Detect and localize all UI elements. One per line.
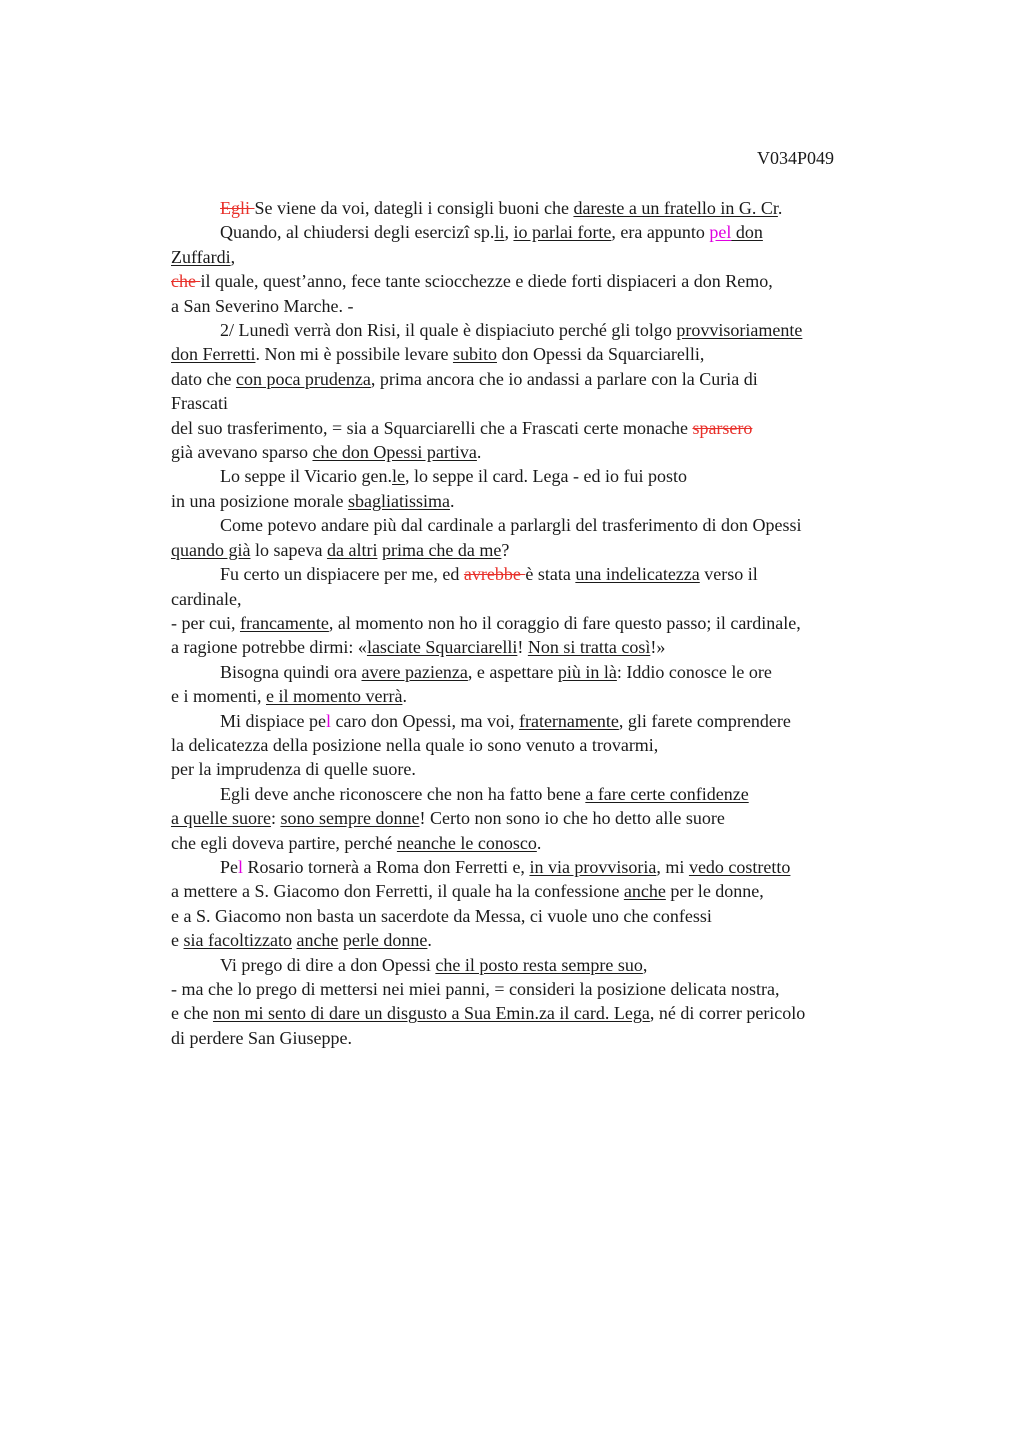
underlined-text: da altri (326, 539, 378, 560)
text-run: 2/ Lunedì verrà don Risi, il quale è dispiaciuto perché gli tolgo (220, 320, 677, 341)
underlined-text: le (392, 466, 406, 487)
text-run: la delicatezza della posizione nella quale io sono venuto a trovarmi, (171, 734, 659, 755)
underlined-text: anche (623, 881, 666, 902)
underlined-text: perle donne (342, 930, 428, 951)
text-run: Rosario tornerà a Roma don Ferretti e, (243, 856, 530, 877)
text-line (171, 1026, 911, 1050)
text-line (171, 220, 911, 244)
text-run: , era appunto (611, 222, 710, 243)
text-run: e i momenti, (171, 686, 266, 707)
text-line (171, 1001, 911, 1025)
text-run: . (476, 442, 482, 463)
text-run: : Iddio conosce le ore (616, 661, 772, 682)
text-line (171, 611, 911, 635)
text-line (171, 977, 911, 1001)
text-run: . (402, 686, 407, 707)
underlined-text: li (494, 222, 505, 243)
text-run: Lo seppe il Vicario gen. (220, 466, 393, 487)
text-line (171, 489, 911, 513)
deleted-text: avrebbe (463, 564, 526, 585)
deleted-text: Egli (220, 198, 255, 218)
underlined-text: che don Opessi partiva (312, 442, 477, 463)
text-line (171, 806, 911, 830)
underlined-text: a quelle suore (171, 808, 271, 829)
text-run: , né di correr pericolo (649, 1003, 806, 1024)
text-run: e a S. Giacomo non basta un sacerdote da Messa, ci vuole uno che confessi (171, 905, 712, 926)
text-run: per le donne, (665, 881, 764, 902)
text-run: verso il (699, 564, 758, 585)
text-line (171, 464, 911, 488)
text-line (171, 562, 911, 586)
text-line (171, 831, 911, 855)
text-run: lo sapeva (250, 539, 327, 560)
document-reference-code: V034P049 (757, 148, 835, 168)
text-run: , (504, 222, 514, 243)
text-run: - ma che lo prego di mettersi nei miei panni, = consideri la posizione delicata nostra, (171, 979, 780, 999)
letter-body (171, 196, 911, 1050)
text-line (171, 318, 911, 342)
text-run: dato che (171, 368, 236, 389)
text-run: . (536, 832, 542, 853)
underlined-text: neanche le conosco (396, 832, 537, 853)
text-run: che egli doveva partire, perché (171, 832, 397, 853)
text-run: , mi (656, 856, 689, 877)
text-run: don Opessi da Squarciarelli, (496, 344, 705, 365)
text-run: a ragione potrebbe dirmi: « (171, 637, 367, 658)
underlined-text: fraternamente (518, 710, 619, 731)
underlined-text: sia facoltizzato (183, 930, 292, 951)
underlined-text: più in là (557, 661, 617, 682)
text-run: . (449, 490, 455, 511)
text-run: in una posizione morale (171, 490, 348, 511)
underlined-text: sbagliatissima (347, 490, 450, 511)
text-run: . Non mi è possibile levare (255, 344, 453, 365)
underlined-text: vedo costretto (688, 856, 791, 877)
text-line (171, 196, 911, 220)
underlined-text: con poca prudenza (235, 368, 371, 389)
inserted-underlined-text: pel (709, 222, 732, 243)
underlined-text: Zuffardi (171, 246, 231, 267)
text-run: ? (501, 539, 510, 560)
text-run: : (270, 808, 281, 829)
text-run: del suo trasferimento, = sia a Squarciarelli che a Frascati certe monache (171, 417, 693, 438)
text-run: , prima ancora che io andassi a parlare con la Curia di (370, 368, 758, 389)
underlined-text: a fare certe confidenze (585, 783, 749, 804)
text-line (171, 635, 911, 659)
text-line (171, 879, 911, 903)
text-run: , lo seppe il card. Lega - ed io fui posto (405, 466, 687, 487)
underlined-text: don Ferretti (171, 344, 256, 365)
text-run: . (427, 930, 432, 951)
text-run: Mi dispiace pe (220, 710, 326, 731)
text-line (171, 928, 911, 952)
text-line (171, 855, 911, 879)
text-line (171, 342, 911, 366)
underlined-text: lasciate Squarciarelli (366, 637, 518, 658)
text-run: ! Certo non sono io che ho detto alle suore (419, 808, 725, 829)
text-line (171, 269, 911, 293)
underlined-text: in via provvisoria (529, 856, 657, 877)
text-run: cardinale, (171, 588, 242, 609)
underlined-text: avere pazienza (361, 661, 468, 682)
deleted-text: sparsero (692, 417, 753, 438)
underlined-text: quando già (171, 539, 251, 560)
underlined-text: sono sempre donne (280, 808, 420, 829)
text-line (171, 782, 911, 806)
text-line (171, 538, 911, 562)
text-line (171, 416, 911, 440)
underlined-text: dareste a un fratello in G. Cr (573, 198, 778, 218)
text-run: . (777, 198, 783, 218)
text-line (171, 684, 911, 708)
text-run: , (230, 246, 236, 267)
text-line (171, 904, 911, 928)
text-run: Egli deve anche riconoscere che non ha fatto bene (220, 783, 586, 804)
underlined-text: e il momento verrà (265, 686, 403, 707)
underlined-text: io parlai forte (513, 222, 612, 243)
text-run: di perdere San Giuseppe. (171, 1027, 352, 1048)
text-run: caro don Opessi, ma voi, (331, 710, 519, 731)
underlined-text: che il posto resta sempre suo (435, 954, 643, 975)
text-run: Se viene da voi, dategli i consigli buoni che (254, 198, 574, 218)
underlined-text: don (731, 222, 763, 243)
text-run: a San Severino Marche. - (171, 295, 354, 316)
text-line (171, 660, 911, 684)
text-line (171, 367, 911, 391)
text-line (171, 245, 911, 269)
text-run: , (642, 954, 648, 975)
text-run: è stata (525, 564, 576, 585)
text-line (171, 757, 911, 781)
text-run: già avevano sparso (171, 442, 313, 463)
text-line (171, 513, 911, 537)
text-line (171, 733, 911, 757)
text-run: Pe (220, 856, 238, 877)
text-run: Fu certo un dispiacere per me, ed (220, 564, 464, 585)
text-run: a mettere a S. Giacomo don Ferretti, il quale ha la confessione (171, 881, 624, 902)
text-run: e (171, 930, 184, 951)
text-run: Frascati (171, 393, 228, 414)
inserted-text: l (238, 856, 244, 877)
underlined-text: prima che da me (381, 539, 502, 560)
text-line (171, 440, 911, 464)
underlined-text: anche (296, 930, 339, 951)
underlined-text: provvisoriamente (676, 320, 803, 341)
text-line (171, 587, 911, 611)
text-run: , e aspettare (467, 661, 558, 682)
text-run: per la imprudenza di quelle suore. (171, 759, 416, 780)
underlined-text: francamente (239, 612, 329, 633)
text-run: , al momento non ho il coraggio di fare questo passo; il cardinale, (328, 612, 801, 633)
text-run: , gli farete comprendere (618, 710, 791, 731)
text-line (171, 391, 911, 415)
text-run: !» (650, 637, 666, 658)
deleted-text: che (171, 271, 201, 292)
text-run: - per cui, (171, 612, 240, 633)
underlined-text: una indelicatezza (575, 564, 700, 585)
text-run: sp. (469, 222, 495, 243)
text-line (171, 294, 911, 318)
text-line (171, 709, 911, 733)
underlined-text: Non si tratta così (527, 637, 651, 658)
inserted-text: l (325, 710, 331, 731)
text-run: e che (171, 1003, 213, 1024)
underlined-text: non mi sento di dare un disgusto a Sua Emin.za il card. Lega (212, 1003, 650, 1024)
underlined-text: subito (452, 344, 497, 365)
text-run: Bisogna quindi ora (220, 661, 362, 682)
text-line (171, 953, 911, 977)
text-run: Vi prego di dire a don Opessi (220, 954, 436, 975)
text-run: il quale, quest’anno, fece tante sciocchezze e diede forti dispiaceri a don Remo, (200, 271, 773, 292)
text-run: ! (517, 637, 528, 658)
text-run: Quando, al chiudersi degli esercizi (220, 222, 470, 243)
text-run: Come potevo andare più dal cardinale a parlargli del trasferimento di don Opessi (220, 515, 802, 536)
